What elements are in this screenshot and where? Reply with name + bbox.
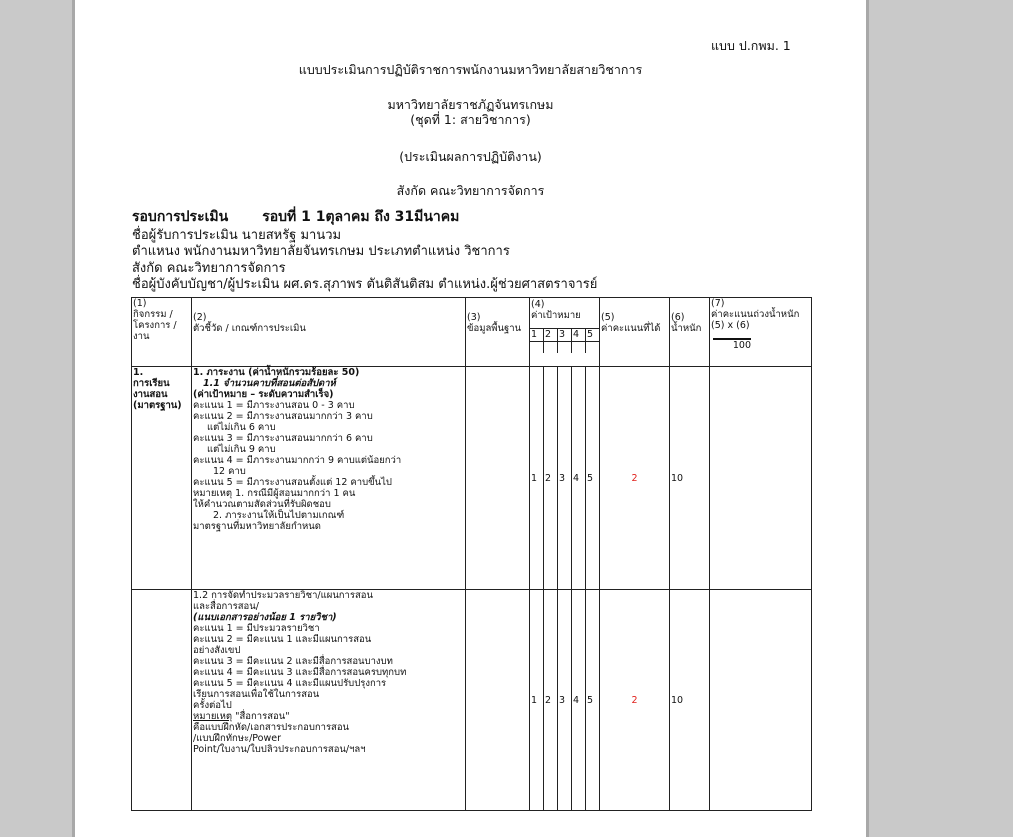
target-value-2: 2 <box>544 367 558 589</box>
header-weight: (6) น้ำหนัก <box>670 298 710 367</box>
faculty-line: สังกัด คณะวิทยาการจัดการ <box>396 183 545 198</box>
form-title: แบบประเมินการปฏิบัติราชการพนักงานมหาวิทยาลัยสายวิชาการ <box>298 62 643 77</box>
target-value-3: 3 <box>558 590 572 810</box>
weighted-score-cell <box>710 590 812 811</box>
header-target: (4) ค่าเป้าหมาย 1 2 3 4 5 <box>530 298 600 367</box>
baseline-cell <box>466 590 530 811</box>
weighted-divisor: 100 <box>713 338 751 351</box>
target-cell <box>530 590 600 811</box>
score-value: 2 <box>600 590 670 811</box>
weight-value: 10 <box>670 590 710 811</box>
header-score: (5) ค่าคะแนนที่ได้ <box>600 298 670 367</box>
score-value: 2 <box>600 367 670 590</box>
target-header-2: 2 <box>544 329 558 341</box>
criteria-cell: 1. ภาระงาน (ค่าน้ำหนักรวมร้อยละ 50) 1.1 จำนวนคาบที่สอนต่อสัปดาห์ (ค่าเป้าหมาย – ระดับความสำเร็จ) คะแนน 1 = มีภาระงานสอน 0 - 3 คาบ คะแนน 2 = มีภาระงานสอนมากกว่า 3 คาบ แต่ไม่เกิน 6 คาบ คะแนน 3 = มีภาระงานสอนมากกว่า 6 คาบ แต่ไม่เกิน 9 คาบ คะแนน 4 = มีภาระงานมากกว่า 9 คาบแต่น้อยกว่า 12 คาบ คะแนน 5 = มีภาระงานสอนตั้งแต่ 12 คาบขึ้นไป หมายเหตุ 1. กรณีมีผู้สอนมากกว่า 1 คน ให้คำนวณตามสัดส่วนที่รับผิดชอบ 2. ภาระงานให้เป็นไปตามเกณฑ์ มาตรฐานที่มหาวิทยาลัยกำหนด <box>192 367 466 590</box>
form-set: (ชุดที่ 1: สายวิชาการ) <box>410 112 531 127</box>
target-value-1: 1 <box>530 590 544 810</box>
table-header-row <box>132 298 812 367</box>
target-value-4: 4 <box>572 367 586 589</box>
header-weighted-score: (7) ค่าคะแนนถ่วงน้ำหนัก (5) x (6) 100 <box>710 298 812 367</box>
header-activity: (1) กิจกรรม / โครงการ / งาน <box>132 298 192 367</box>
target-header-1: 1 <box>530 329 544 341</box>
target-value-2: 2 <box>544 590 558 810</box>
table-row <box>132 590 812 811</box>
document-page <box>75 0 866 837</box>
evaluation-type: (ประเมินผลการปฏิบัติงาน) <box>399 149 542 164</box>
target-value-4: 4 <box>572 590 586 810</box>
target-value-5: 5 <box>587 472 594 484</box>
round-value: รอบที่ 1 1ตุลาคม ถึง 31มีนาคม <box>262 209 460 225</box>
target-cell <box>530 367 600 590</box>
criteria-cell: 1.2 การจัดทำประมวลรายวิชา/แผนการสอน และสื่อการสอน/ (แนบเอกสารอย่างน้อย 1 รายวิชา) คะแนน 1 = มีประมวลรายวิชา คะแนน 2 = มีคะแนน 1 และมีแผนการสอน อย่างสังเขป คะแนน 3 = มีคะแนน 2 และมีสื่อการสอนบางบท คะแนน 4 = มีคะแนน 3 และมีสื่อการสอนครบทุกบท คะแนน 5 = มีคะแนน 4 และมีแผนปรับปรุงการ เรียนการสอนเพื่อใช้ในการสอน ครั้งต่อไป หมายเหตุ "สื่อการสอน" คือแบบฝึกหัด/เอกสารประกอบการสอน /แบบฝึกทักษะ/Power Point/ใบงาน/ใบปลิวประกอบการสอน/ฯลฯ <box>192 590 466 811</box>
target-value-1: 1 <box>530 367 544 589</box>
weighted-score-cell <box>710 367 812 590</box>
baseline-cell <box>466 367 530 590</box>
evaluation-table <box>131 297 812 811</box>
target-header-3: 3 <box>558 329 572 341</box>
activity-cell: 1. การเรียน งานสอน (มาตรฐาน) <box>132 367 192 590</box>
activity-cell <box>132 590 192 811</box>
target-header-4: 4 <box>572 329 586 341</box>
form-code: แบบ ป.กพม. 1 <box>711 38 791 53</box>
evaluee-affiliation: สังกัด คณะวิทยาการจัดการ <box>132 261 286 276</box>
university-name: มหาวิทยาลัยราชภัฏจันทรเกษม <box>387 97 554 112</box>
table-row <box>132 367 812 590</box>
supervisor-info: ชื่อผู้บังคับบัญชา/ผู้ประเมิน ผศ.ดร.สุภาพร ตันติสันติสม ตำแหน่ง.ผู้ช่วยศาสตราจารย์ <box>132 277 598 292</box>
header-baseline: (3) ข้อมูลพื้นฐาน <box>466 298 530 367</box>
evaluee-name: ชื่อผู้รับการประเมิน นายสหรัฐ มานวม <box>132 228 342 243</box>
header-criteria: (2) ตัวชี้วัด / เกณฑ์การประเมิน <box>192 298 466 367</box>
weight-value: 10 <box>670 367 710 590</box>
target-header-5: 5 <box>587 329 594 340</box>
round-label: รอบการประเมิน <box>132 209 229 225</box>
target-value-5: 5 <box>587 694 594 706</box>
target-value-3: 3 <box>558 367 572 589</box>
evaluee-position: ตำแหนง พนักงานมหาวิทยาลัยจันทรเกษม ประเภทตำแหน่ง วิชาการ <box>132 244 510 259</box>
